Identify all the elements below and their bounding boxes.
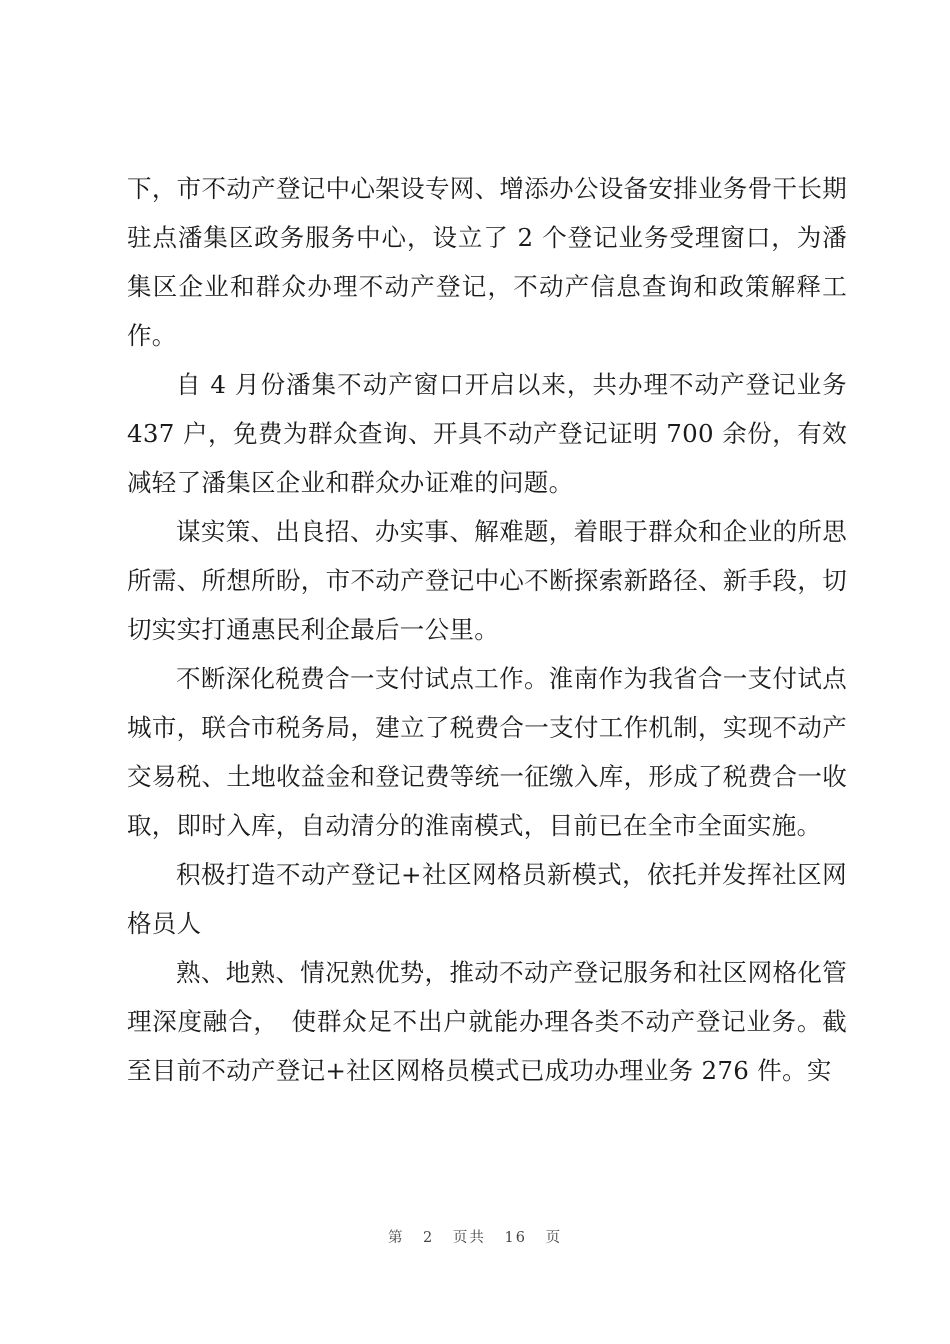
paragraph-5: 积极打造不动产登记+社区网格员新模式，依托并发挥社区网格员人 [127,860,847,938]
paragraph-3: 谋实策、出良招、办实事、解难题，着眼于群众和企业的所思所需、所想所盼，市不动产登记中心不断探索新路径、新手段，切切实实打通惠民利企最后一公里。 [127,517,847,644]
footer-middle: 页共 [452,1230,486,1246]
body-text [127,164,847,1095]
paragraph-2: 自 4 月份潘集不动产窗口开启以来，共办理不动产登记业务 437 户，免费为群众查询、开具不动产登记证明 700 余份，有效减轻了潘集区企业和群众办证难的问题。 [127,370,847,497]
footer-page-total: 16 [504,1230,527,1246]
page-footer [0,1226,950,1247]
footer-suffix: 页 [545,1230,563,1246]
footer-page-current: 2 [423,1230,435,1246]
paragraph-6: 熟、地熟、情况熟优势，推动不动产登记服务和社区网格化管理深度融合， 使群众足不出户就能办理各类不动产登记业务。截至目前不动产登记+社区网格员模式已成功办理业务 276 件。实 [127,958,847,1085]
paragraph-4: 不断深化税费合一支付试点工作。淮南作为我省合一支付试点城市，联合市税务局，建立了税费合一支付工作机制，实现不动产交易税、土地收益金和登记费等统一征缴入库，形成了税费合一收取，即时入库，自动清分的淮南模式，目前已在全市全面实施。 [127,664,847,840]
paragraph-1: 下，市不动产登记中心架设专网、增添办公设备安排业务骨干长期驻点潘集区政务服务中心，设立了 2 个登记业务受理窗口，为潘集区企业和群众办理不动产登记，不动产信息查询和政策解释工作。 [127,174,847,350]
footer-prefix: 第 [387,1230,405,1246]
